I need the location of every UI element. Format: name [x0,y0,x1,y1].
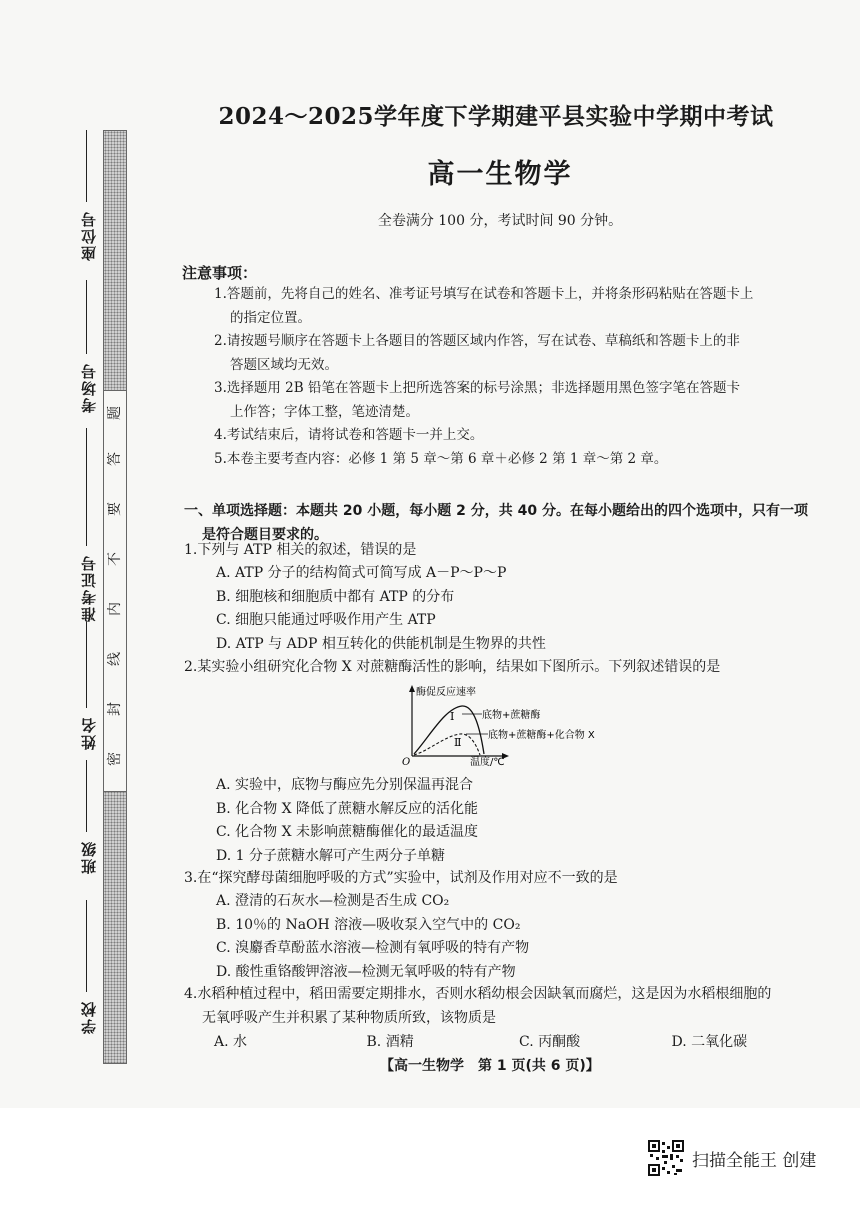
question-2-options [184,774,824,868]
notice-item [214,283,824,330]
option-d: D. 酸性重铬酸钾溶液—检测无氧呼吸的特有产物 [216,963,516,980]
exam-room-label: 考场号 [80,362,98,413]
question-1 [184,538,824,656]
option-b: B. 化合物 X 降低了蔗糖水解反应的活化能 [216,800,479,817]
seat-number-label: 座位号 [80,210,98,261]
name-line [86,622,87,708]
seal-char: 答 [107,452,123,466]
x-axis-label: 温度/℃ [470,757,505,766]
question-stem: 1.下列与 ATP 相关的叙述，错误的是 [184,542,417,558]
option-c: C. 丙酮酸 [519,1034,581,1050]
option-c: C. 化合物 X 未影响蔗糖酶催化的最适温度 [216,824,478,840]
notice-title: 注意事项： [182,264,258,282]
seal-char: 不 [107,552,123,566]
question-2 [184,655,824,679]
question-4 [184,982,824,1054]
enzyme-rate-graph [400,684,760,766]
school-line [86,900,87,992]
class-line [86,760,87,832]
notice-item [214,448,824,472]
curve-II-mark: Ⅱ [454,736,462,749]
origin-label: O [402,757,411,766]
option-a: A. 水 [214,1034,248,1050]
option-c: C. 细胞只能通过呼吸作用产生 ATP [216,612,436,628]
exam-subject: 高一生物学 [427,159,573,190]
section-line: 是符合题目要求的。 [202,527,328,543]
exam-title: 2024～2025学年度下学期建平县实验中学期中考试 [218,103,774,130]
curve-I-label: 底物+蔗糖酶 [482,710,541,721]
notice-line: 4.考试结束后，请将试卷和答题卡一并上交。 [214,427,484,443]
notice-line: 2.请按题号顺序在答题卡上各题目的答题区域内作答，写在试卷、草稿纸和答题卡上的非 [214,333,740,349]
option-b: B. 酒精 [366,1034,414,1050]
notice-line: 上作答；字体工整，笔迹清楚。 [230,403,419,420]
curve-I [414,706,484,754]
question-stem: 无氧呼吸产生并积累了某种物质所致，该物质是 [202,1010,496,1026]
page-footer: 【高一生物学 第 1 页(共 6 页)】 [380,1058,600,1074]
question-stem: 3.在“探究酵母菌细胞呼吸的方式”实验中，试剂及作用对应不一致的是 [184,870,618,886]
option-d: D. 二氧化碳 [671,1034,748,1050]
qr-code-icon [648,1140,684,1176]
notice-line: 1.答题前，先将自己的姓名、准考证号填写在试卷和答题卡上，并将条形码粘贴在答题卡上 [214,286,754,302]
notice-item [214,377,824,424]
name-label: 姓名 [80,716,98,750]
notice-line: 的指定位置。 [230,309,311,326]
school-label: 学校 [80,1000,98,1034]
admission-number-line [86,428,87,546]
question-stem: 4.水稻种植过程中，稻田需要定期排水，否则水稻幼根会因缺氧而腐烂，这是因为水稻根细胞的 [184,986,772,1002]
y-axis-arrow [409,685,415,692]
option-d: D. 1 分子蔗糖水解可产生两分子单糖 [216,847,445,864]
section-line: 一、单项选择题：本题共 20 小题，每小题 2 分，共 40 分。在每小题给出的四个选项中，只有一项 [184,503,808,519]
exam-room-line [86,280,87,354]
question-3 [184,866,824,984]
scanner-text: 扫描全能王 创建 [692,1150,817,1171]
seal-char: 要 [107,502,123,516]
option-d: D. ATP 与 ADP 相互转化的供能机制是生物界的共性 [216,635,546,652]
option-a: A. ATP 分子的结构简式可简写成 A－P～P～P [216,565,507,581]
seal-char: 线 [107,652,123,666]
notice-line: 答题区域均无效。 [230,356,338,373]
notice-item [214,330,824,377]
scanner-badge [648,1140,816,1176]
option-c: C. 溴麝香草酚蓝水溶液—检测有氧呼吸的特有产物 [216,940,530,956]
option-a: A. 澄清的石灰水—检测是否生成 CO₂ [216,893,450,909]
admission-number-label: 准考证号 [80,554,98,622]
notice-line: 3.选择题用 2B 铅笔在答题卡上把所选答案的标号涂黑；非选择题用黑色签字笔在答题卡 [214,380,740,396]
exam-score-time: 全卷满分 100 分，考试时间 90 分钟。 [377,213,623,229]
option-b: B. 细胞核和细胞质中都有 ATP 的分布 [216,588,455,605]
notice-list [214,283,824,471]
seal-char: 封 [107,702,123,716]
seal-char: 密 [107,752,123,766]
class-label: 班级 [80,840,98,874]
curve-I-mark: Ⅰ [450,710,455,723]
y-axis-label: 酶促反应速率 [416,687,476,698]
curve-II [414,734,480,755]
option-a: A. 实验中，底物与酶应先分别保温再混合 [216,777,474,793]
seal-char: 题 [107,406,123,420]
seal-line-text [104,390,126,792]
seal-char: 内 [107,602,123,616]
curve-II-label: 底物+蔗糖酶+化合物 X [488,730,595,741]
options-row [184,1030,824,1054]
seat-number-line [86,130,87,202]
question-stem: 2.某实验小组研究化合物 X 对蔗糖酶活性的影响，结果如下图所示。下列叙述错误的是 [184,659,721,675]
notice-item [214,424,824,448]
option-b: B. 10％的 NaOH 溶液—吸收泵入空气中的 CO₂ [216,916,521,933]
notice-line: 5.本卷主要考查内容：必修 1 第 5 章～第 6 章＋必修 2 第 1 章～第 2 章。 [214,450,668,467]
